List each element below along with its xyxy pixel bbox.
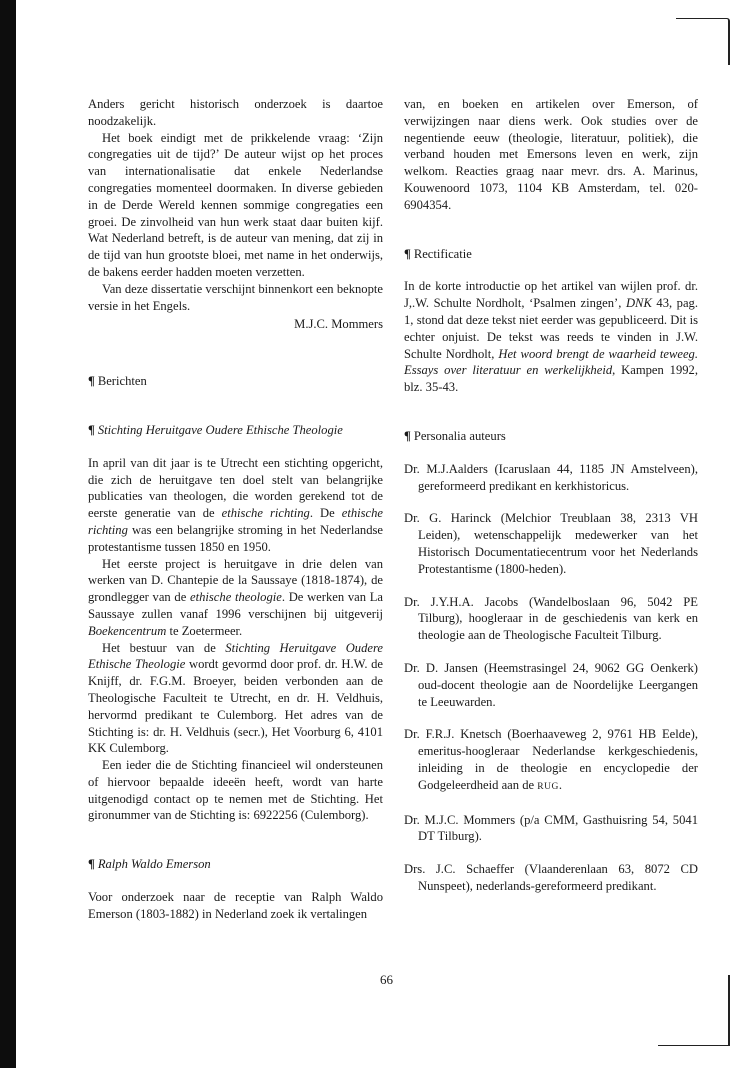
section-heading-personalia: ¶ Personalia auteurs <box>404 428 506 443</box>
pilcrow-icon: ¶ <box>88 857 95 872</box>
paragraph-noodzakelijk: Anders gericht historisch onderzoek is daartoe noodzakelijk. <box>88 97 383 128</box>
personalia-entry-mommers: Dr. M.J.C. Mommers (p/a CMM, Gasthuisring 54, 5041 DT Tilburg). <box>404 812 698 844</box>
paragraph-stichting-opgericht: In april van dit jaar is te Utrecht een stichting opgericht, die zich de heruitgave ten doel stelt van belangrijke publicaties van theologen, die worden gerekend tot de eerste generatie van de ethische richting. De ethische richting was een belangrijke stroming in het Nederlandse protestantisme tussen 1850 en 1950. <box>88 455 383 554</box>
scan-edge-bar <box>0 0 16 1068</box>
scan-corner-mark-bottom <box>658 975 730 1046</box>
paragraph-eerste-project: Het eerste project is heruitgave in drie delen van werken van D. Chantepie de la Saussaye (1818-1874), de grondlegger van de ethische theologie. De werken van La Saussaye zullen vanaf 1996 verschijnen bij uitgeverij Boekencentrum te Zoetermeer. <box>88 556 383 638</box>
pilcrow-icon: ¶ <box>404 428 411 443</box>
personalia-entry-aalders: Dr. M.J.Aalders (Icaruslaan 44, 1185 JN Amstelveen), gereformeerd predikant en kerkhistoricus. <box>404 461 698 493</box>
right-column <box>404 96 698 895</box>
author-signature: M.J.C. Mommers <box>294 317 383 332</box>
paragraph-emerson-vervolg: van, en boeken en artikelen over Emerson, of verwijzingen naar diens werk. Ook studies over de negentiende eeuw (theologie, literatuur, politiek), die verband houden met Emersons leven en werk, zijn welkom. Reacties graag naar mevr. drs. A. Marinus, Kouwenoord 1073, 1104 KB Amsterdam, tel. 020-6904354. <box>404 97 698 212</box>
scan-corner-mark-top <box>676 18 730 65</box>
personalia-entry-knetsch: Dr. F.R.J. Knetsch (Boerhaaveweg 2, 9761 HB Eelde), emeritus-hoogleraar Nederlandse kerkgeschiedenis, inleiding in de theologie en encyclopedie der Godgeleerdheid aan de RUG. <box>404 727 698 792</box>
page-number: 66 <box>380 972 393 987</box>
left-column <box>88 96 383 923</box>
pilcrow-icon: ¶ <box>88 422 95 437</box>
section-heading-rectificatie: ¶ Rectificatie <box>404 246 472 261</box>
paragraph-bestuur: Het bestuur van de Stichting Heruitgave Oudere Ethische Theologie wordt gevormd door prof. dr. H.W. de Knijff, dr. F.G.M. Broeyer, beiden verbonden aan de Theologische Faculteit te Utrecht, en dr. H. Veldhuis, hervormd predikant te Culemborg. Het adres van de Stichting is: dr. H. Veldhuis (secr.), Het Voorburg 6, 4101 KK Culemborg. <box>88 640 384 756</box>
personalia-entry-schaeffer: Drs. J.C. Schaeffer (Vlaanderenlaan 63, 8072 CD Nunspeet), nederlands-gereformeerd predikant. <box>404 862 698 893</box>
paragraph-emerson-onderzoek: Voor onderzoek naar de receptie van Ralph Waldo Emerson (1803-1882) in Nederland zoek ik vertalingen <box>88 890 383 921</box>
pilcrow-icon: ¶ <box>88 374 95 389</box>
personalia-entry-harinck: Dr. G. Harinck (Melchior Treublaan 38, 2313 VH Leiden), wetenschappelijk medewerker van het Historisch Documentatiecentrum voor het Nederlands Protestantisme (1800-heden). <box>404 511 698 576</box>
paragraph-rectificatie: In de korte introductie op het artikel van wijlen prof. dr. J,.W. Schulte Nordholt, ‘Psalmen zingen’, DNK 43, pag. 1, stond dat deze tekst niet eerder was gepubliceerd. Dit is echter onjuist. De tekst was reeds te vinden in J.W. Schulte Nordholt, Het woord brengt de waarheid teweeg. Essays over literatuur en werkelijkheid, Kampen 1992, blz. 35-43. <box>404 279 699 395</box>
section-heading-berichten: ¶ Berichten <box>88 374 147 389</box>
pilcrow-icon: ¶ <box>404 246 411 261</box>
section-heading-emerson: ¶ Ralph Waldo Emerson <box>88 857 211 872</box>
paragraph-financieel: Een ieder die de Stichting financieel wil ondersteunen of hiervoor bepaalde ideeën heeft, wordt van harte uitgenodigd contact op te nemen met de Stichting. Het gironummer van de Stichting is: 6922256 (Culemborg). <box>88 758 383 823</box>
paragraph-congregaties: Het boek eindigt met de prikkelende vraag: ‘Zijn congregaties uit de tijd?’ De auteur wijst op het proces van internationalisatie dat enkele Nederlandse congregaties momenteel doormaken. In diverse gebieden in de Derde Wereld kennen sommige congregaties een groei. De zinvolheid van hun werk staat daar buiten kijf. Wat Nederland betreft, is de auteur van mening, dat zij in de tijd van hun grootste bloei, met name in het onderwijs, de bakens eerder hadden moeten verzetten. <box>88 130 383 279</box>
paragraph-dissertatie: Van deze dissertatie verschijnt binnenkort een beknopte versie in het Engels. <box>88 281 383 313</box>
personalia-entry-jansen: Dr. D. Jansen (Heemstrasingel 24, 9062 GG Oenkerk) oud-docent theologie aan de Noordelijke Leergangen te Leeuwarden. <box>404 660 698 709</box>
personalia-entry-jacobs: Dr. J.Y.H.A. Jacobs (Wandelboslaan 96, 5042 PE Tilburg), hoogleraar in de geschiedenis van kerk en theologie aan de Theologische Faculteit Tilburg. <box>404 594 698 643</box>
section-heading-stichting: ¶ Stichting Heruitgave Oudere Ethische Theologie <box>88 422 343 437</box>
